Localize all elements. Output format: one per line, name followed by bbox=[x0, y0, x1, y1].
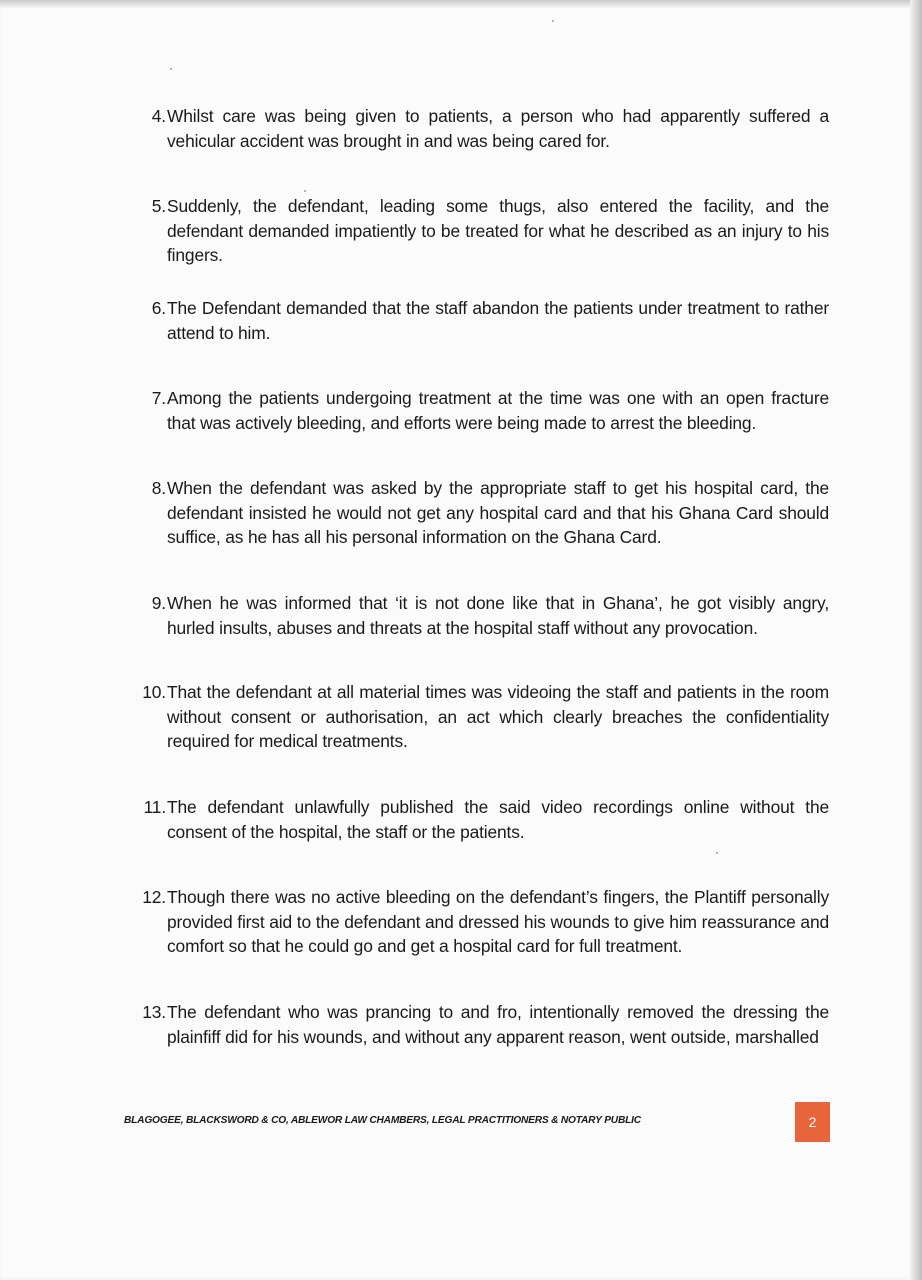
item-text: Among the patients undergoing treatment at the time was one with an open fracture that was actively bleeding, and efforts were being made to arrest the bleeding. bbox=[167, 388, 829, 433]
item-number: 13. bbox=[142, 1002, 166, 1022]
list-item bbox=[132, 795, 829, 844]
item-number: 4. bbox=[151, 106, 166, 126]
list-item bbox=[132, 591, 829, 640]
item-text: The Defendant demanded that the staff abandon the patients under treatment to rather attend to him. bbox=[167, 298, 829, 343]
item-text: The defendant unlawfully published the said video recordings online without the consent of the hospital, the staff or the patients. bbox=[167, 797, 829, 842]
item-number: 5. bbox=[151, 196, 166, 216]
item-number: 7. bbox=[151, 388, 166, 408]
scan-speck bbox=[304, 190, 306, 192]
list-item bbox=[132, 194, 829, 268]
scan-speck bbox=[170, 68, 172, 70]
item-text: Though there was no active bleeding on the defendant’s fingers, the Plantiff personally provided first aid to the defendant and dressed his wounds to give him reassurance and comfort so that he could go and get a hospital card for full treatment. bbox=[167, 887, 829, 957]
item-number: 9. bbox=[151, 593, 166, 613]
list-item bbox=[132, 885, 829, 959]
item-text: Suddenly, the defendant, leading some thugs, also entered the facility, and the defendant demanded impatiently to be treated for what he described as an injury to his fingers. bbox=[167, 196, 829, 266]
list-item bbox=[132, 680, 829, 754]
scan-speck bbox=[552, 20, 554, 22]
item-number: 11. bbox=[143, 797, 166, 817]
page-top-shadow bbox=[0, 0, 922, 8]
item-number: 8. bbox=[151, 478, 166, 498]
item-number: 6. bbox=[151, 298, 166, 318]
page-right-shadow bbox=[910, 0, 922, 1280]
footer-firm-name: BLAGOGEE, BLACKSWORD & CO, ABLEWOR LAW CHAMBERS, LEGAL PRACTITIONERS & NOTARY PUBLIC bbox=[124, 1115, 641, 1126]
page-number-badge: 2 bbox=[795, 1102, 830, 1142]
item-text: That the defendant at all material times was videoing the staff and patients in the room without consent or authorisation, an act which clearly breaches the confidentiality required for medical treatments. bbox=[167, 682, 829, 752]
item-text: When the defendant was asked by the appropriate staff to get his hospital card, the defendant insisted he would not get any hospital card and that his Ghana Card should suffice, as he has all his personal information on the Ghana Card. bbox=[167, 478, 829, 548]
item-text: The defendant who was prancing to and fro, intentionally removed the dressing the plainfiff did for his wounds, and without any apparent reason, went outside, marshalled bbox=[167, 1002, 829, 1047]
list-item bbox=[132, 386, 829, 435]
item-text: Whilst care was being given to patients, a person who had apparently suffered a vehicular accident was brought in and was being cared for. bbox=[167, 106, 829, 151]
item-text: When he was informed that ‘it is not done like that in Ghana’, he got visibly angry, hurled insults, abuses and threats at the hospital staff without any provocation. bbox=[167, 593, 829, 638]
list-item bbox=[132, 296, 829, 345]
item-number: 12. bbox=[142, 887, 166, 907]
list-item bbox=[132, 104, 829, 153]
scan-speck bbox=[716, 852, 718, 854]
list-item bbox=[132, 476, 829, 550]
item-number: 10. bbox=[142, 682, 166, 702]
list-item bbox=[132, 1000, 829, 1049]
